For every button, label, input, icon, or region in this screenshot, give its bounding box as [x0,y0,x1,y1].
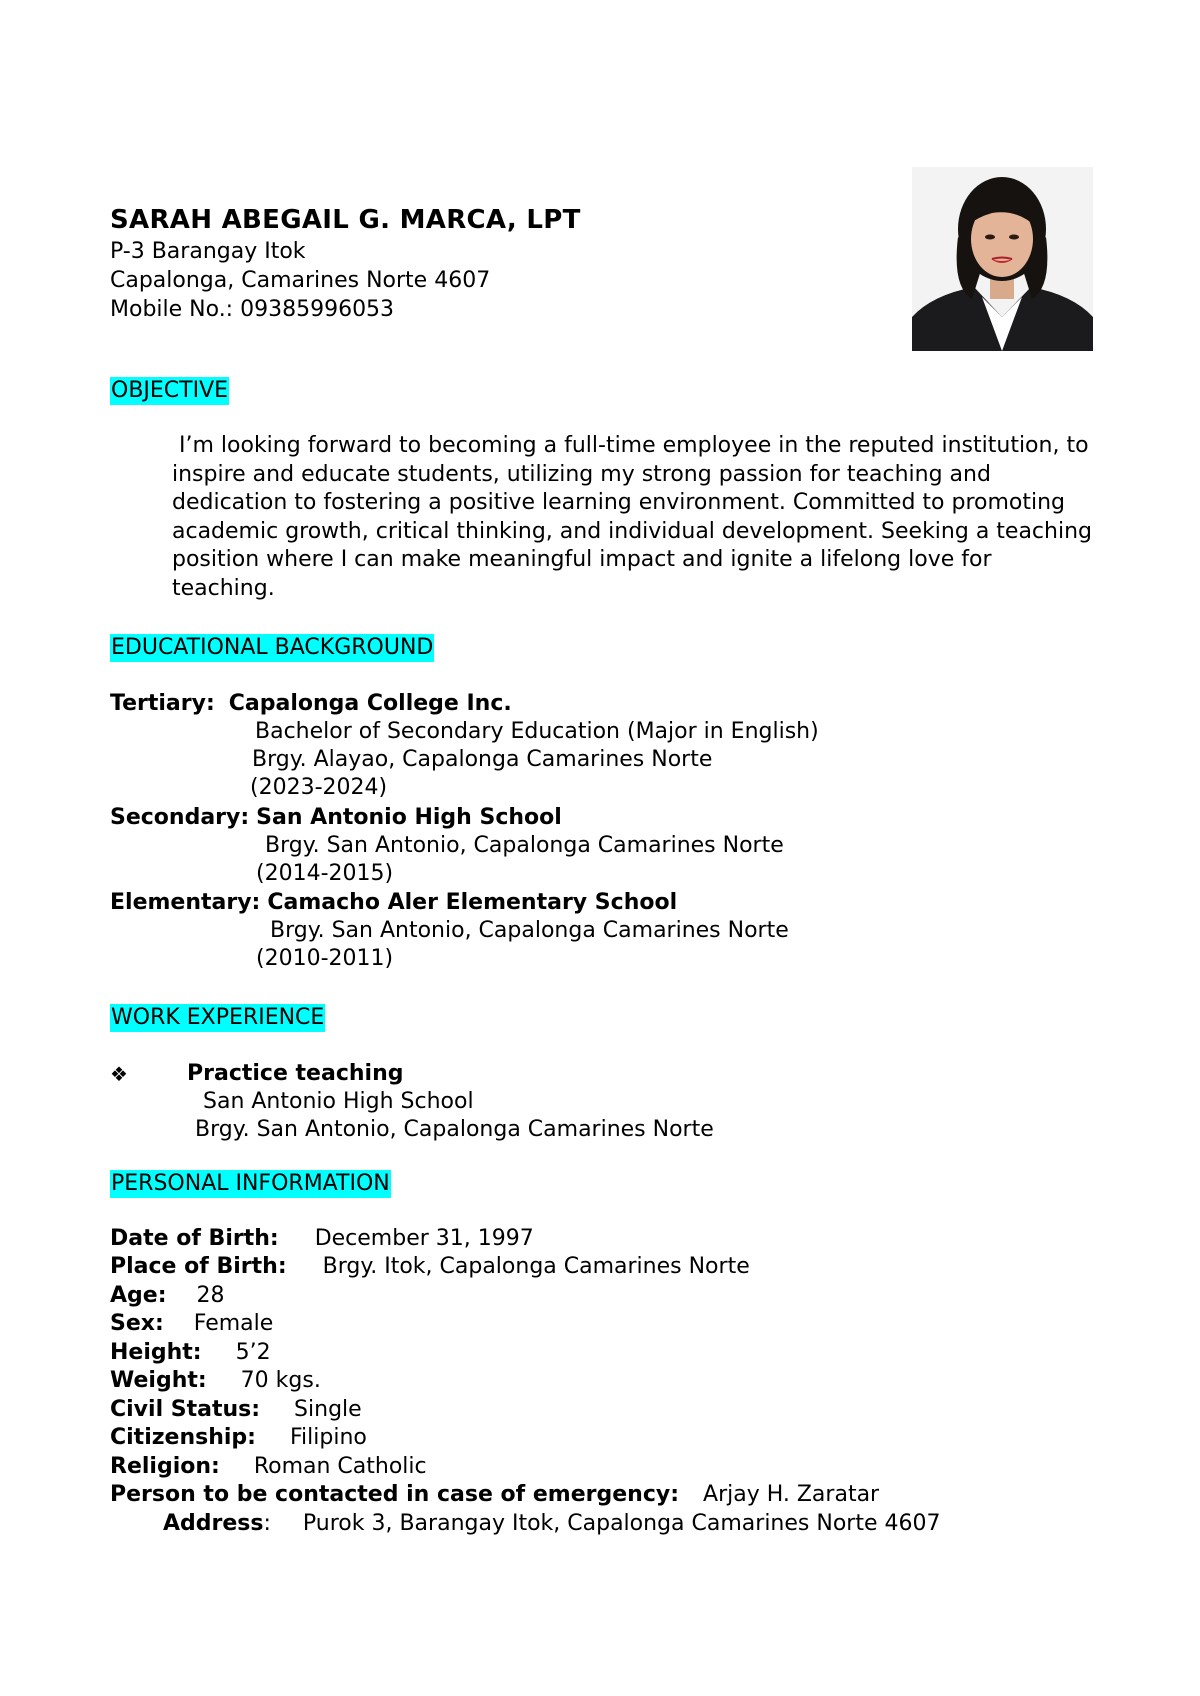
tertiary-years: (2023-2024) [250,775,388,800]
info-emergency-contact [110,1481,879,1509]
height-value: 5’2 [235,1340,271,1365]
info-height [110,1339,271,1367]
elementary-school: Camacho Aler Elementary School [267,890,678,915]
dob-label: Date of Birth: [110,1226,279,1251]
weight-value: 70 kgs. [240,1368,321,1393]
objective-text: I’m looking forward to becoming a full-time employee in the reputed institution, to inspire and educate students, utilizing my strong passion for teaching and dedication to fostering a positive learning environment. Committed to promoting academic growth, critical thinking, and individual development. Seeking a teaching position where I can make meaningful impact and ignite a lifelong love for teaching. [172,433,1099,601]
info-religion [110,1453,427,1481]
work-address: Brgy. San Antonio, Capalonga Camarines Norte [195,1117,714,1142]
emergency-value: Arjay H. Zaratar [703,1482,880,1507]
info-civil-status [110,1396,362,1424]
bullet-icon: ❖ [110,1062,128,1086]
work-position: Practice teaching [187,1061,404,1086]
age-label: Age: [110,1283,167,1308]
citizenship-label: Citizenship: [110,1425,256,1450]
info-place-of-birth [110,1253,750,1281]
address-line-2: Capalonga, Camarines Norte 4607 [110,268,491,293]
age-value: 28 [196,1283,225,1308]
tertiary-school: Capalonga College Inc. [228,691,512,716]
dob-value: December 31, 1997 [314,1226,534,1251]
info-weight [110,1367,321,1395]
tertiary-address: Brgy. Alayao, Capalonga Camarines Norte [252,747,713,772]
info-sex [110,1310,273,1338]
education-elementary [110,889,677,917]
secondary-school: San Antonio High School [256,805,562,830]
contact-header [110,203,581,324]
section-title-personal: PERSONAL INFORMATION [111,1171,390,1196]
profile-photo [912,167,1093,351]
religion-value: Roman Catholic [253,1454,427,1479]
pob-label: Place of Birth: [110,1254,287,1279]
tertiary-label: Tertiary: [110,691,215,716]
info-citizenship [110,1424,367,1452]
secondary-address: Brgy. San Antonio, Capalonga Camarines Norte [265,833,784,858]
elementary-years: (2010-2011) [256,946,394,971]
emergency-address-label: Address [163,1511,264,1536]
education-tertiary [110,690,512,718]
full-name: SARAH ABEGAIL G. MARCA, LPT [110,205,581,235]
section-title-work: WORK EXPERIENCE [111,1005,325,1030]
address-line-1: P-3 Barangay Itok [110,239,306,264]
civil-value: Single [294,1397,362,1422]
religion-label: Religion: [110,1454,220,1479]
section-title-objective: OBJECTIVE [111,378,229,403]
height-label: Height: [110,1340,202,1365]
weight-label: Weight: [110,1368,207,1393]
info-age [110,1282,225,1310]
secondary-label: Secondary: [110,805,250,830]
citizenship-value: Filipino [289,1425,367,1450]
sex-value: Female [193,1311,274,1336]
work-school: San Antonio High School [203,1089,474,1114]
elementary-label: Elementary: [110,890,261,915]
tertiary-degree: Bachelor of Secondary Education (Major in English) [255,719,819,744]
info-emergency-address [163,1510,940,1538]
education-secondary [110,804,562,832]
elementary-address: Brgy. San Antonio, Capalonga Camarines Norte [270,918,789,943]
section-title-education: EDUCATIONAL BACKGROUND [111,635,434,660]
emergency-address-colon: : [263,1511,271,1536]
info-date-of-birth [110,1225,534,1253]
mobile-number: Mobile No.: 09385996053 [110,297,395,322]
civil-label: Civil Status: [110,1397,261,1422]
sex-label: Sex: [110,1311,164,1336]
pob-value: Brgy. Itok, Capalonga Camarines Norte [322,1254,750,1279]
emergency-address-value: Purok 3, Barangay Itok, Capalonga Camarines Norte 4607 [302,1511,941,1536]
emergency-label: Person to be contacted in case of emergency: [110,1482,680,1507]
secondary-years: (2014-2015) [256,861,394,886]
